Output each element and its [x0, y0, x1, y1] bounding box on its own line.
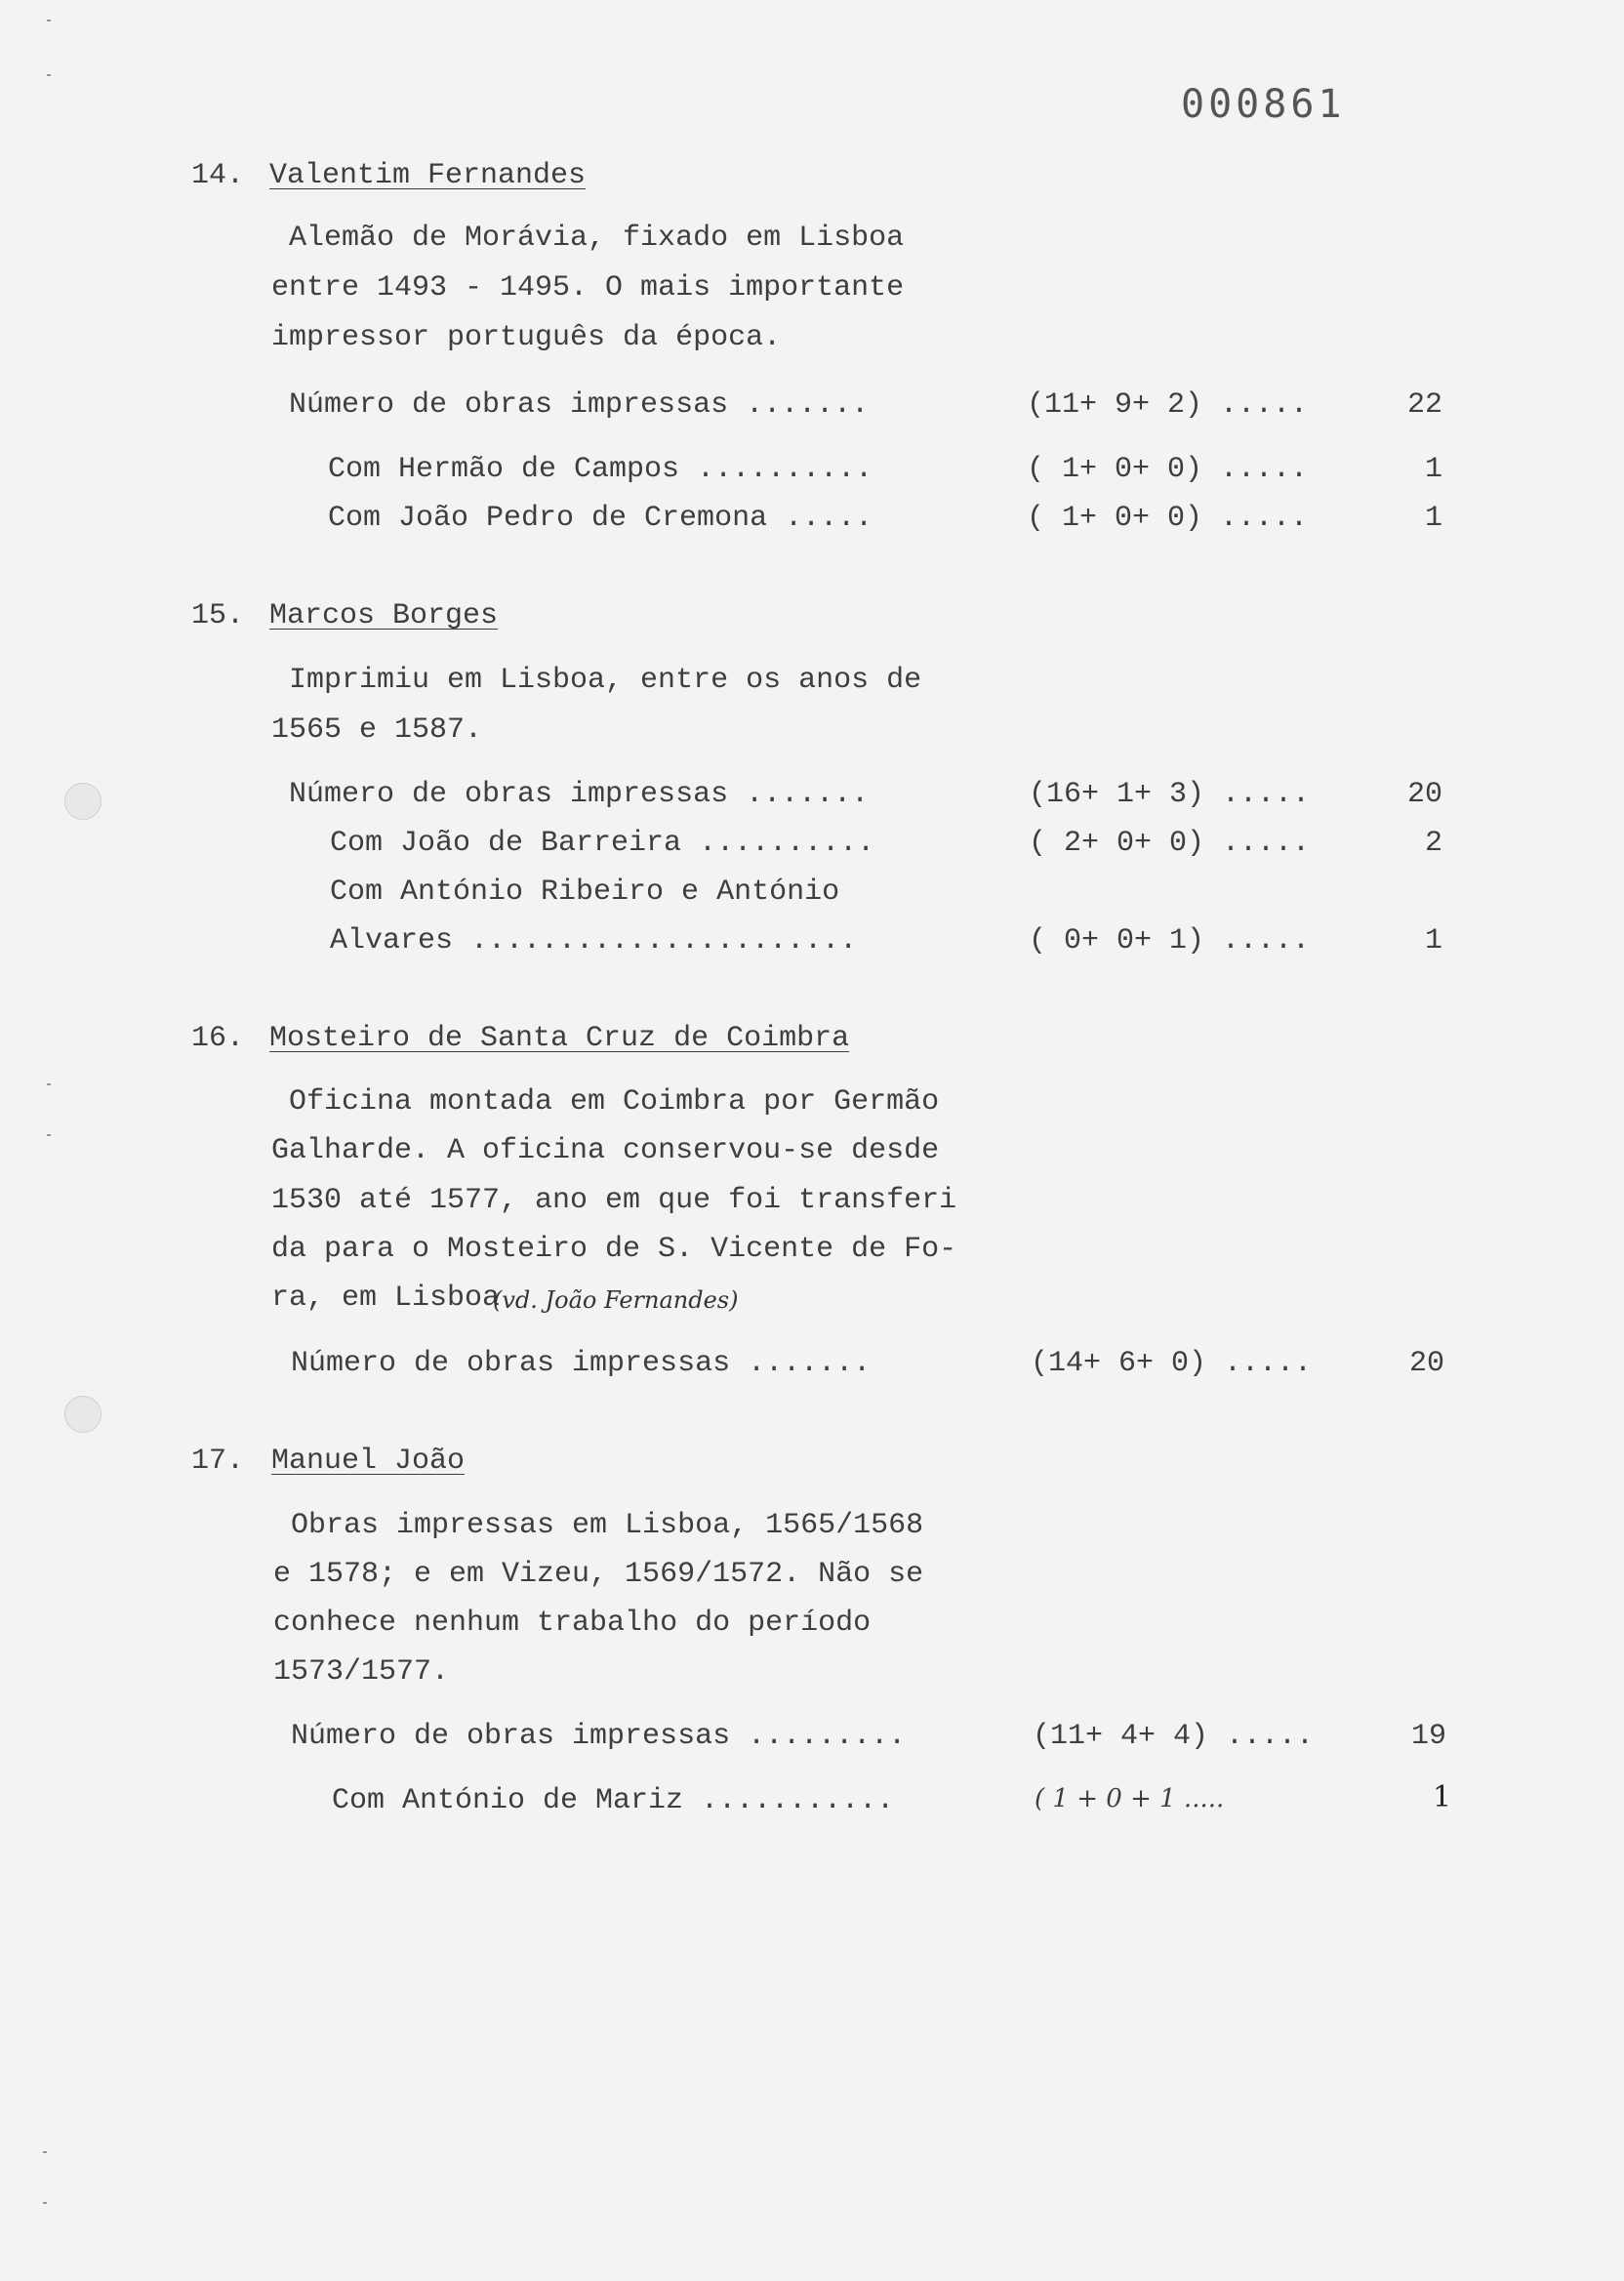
row-label: Número de obras impressas ....... — [289, 778, 870, 811]
row-formula: (11+ 9+ 2) ..... — [1027, 388, 1309, 422]
entry-number: 16. — [191, 1022, 245, 1055]
row-total: 1 — [1425, 924, 1443, 957]
row-total: 1 — [1425, 453, 1443, 486]
margin-mark — [47, 20, 51, 21]
row-formula: ( 1+ 0+ 0) ..... — [1027, 453, 1309, 486]
description-line: ra, em Lisboa — [271, 1282, 501, 1315]
description-line: 1565 e 1587. — [271, 713, 483, 747]
entry-heading: Marcos Borges — [269, 599, 499, 632]
row-total: 1 — [1425, 502, 1443, 535]
description-line: impressor português da época. — [271, 321, 782, 354]
description-line: 1573/1577. — [273, 1655, 450, 1689]
description-line: Alemão de Morávia, fixado em Lisboa — [289, 222, 905, 255]
document-number-stamp: 000861 — [1181, 82, 1346, 127]
row-total: 20 — [1407, 778, 1443, 811]
row-label: Com João de Barreira .......... — [330, 827, 875, 860]
margin-mark — [43, 2202, 47, 2204]
row-label: Alvares ...................... — [330, 924, 858, 957]
row-label: Com António de Mariz ........... — [332, 1784, 895, 1817]
entry-heading: Manuel João — [271, 1445, 466, 1478]
entry-number: 14. — [191, 159, 245, 192]
row-formula: (16+ 1+ 3) ..... — [1029, 778, 1311, 811]
description-line: Oficina montada em Coimbra por Germão — [289, 1085, 940, 1119]
description-line: Galharde. A oficina conservou-se desde — [271, 1134, 940, 1167]
row-label: Número de obras impressas ....... — [289, 388, 870, 422]
row-total: 22 — [1407, 388, 1443, 422]
description-line: Obras impressas em Lisboa, 1565/1568 — [291, 1509, 924, 1542]
row-total: 19 — [1411, 1720, 1447, 1753]
row-total: 2 — [1425, 827, 1443, 860]
row-formula: (11+ 4+ 4) ..... — [1033, 1720, 1315, 1753]
entry-number: 15. — [191, 599, 245, 632]
row-label: Com António Ribeiro e António — [330, 876, 840, 909]
row-formula: ( 1+ 0+ 0) ..... — [1027, 502, 1309, 535]
row-total: 20 — [1409, 1347, 1445, 1380]
description-line: da para o Mosteiro de S. Vicente de Fo- — [271, 1233, 957, 1266]
margin-mark — [47, 74, 51, 76]
description-line: Imprimiu em Lisboa, entre os anos de — [289, 664, 922, 697]
margin-mark — [47, 1083, 51, 1085]
punch-hole-top — [64, 783, 102, 820]
entry-heading: Valentim Fernandes — [269, 159, 587, 192]
description-line: conhece nenhum trabalho do período — [273, 1607, 872, 1640]
punch-hole-bottom — [64, 1396, 102, 1433]
row-formula-handwritten: ( 1 + 0 + 1 ..... — [1035, 1784, 1225, 1813]
description-line: 1530 até 1577, ano em que foi transferi — [271, 1184, 957, 1217]
row-total-handwritten: 1 — [1433, 1780, 1452, 1814]
row-label: Número de obras impressas ......... — [291, 1720, 907, 1753]
row-formula: ( 2+ 0+ 0) ..... — [1029, 827, 1311, 860]
entry-heading: Mosteiro de Santa Cruz de Coimbra — [269, 1022, 850, 1055]
entry-number: 17. — [191, 1445, 245, 1478]
handwritten-note: (vd. João Fernandes) — [493, 1286, 739, 1314]
margin-mark — [47, 1134, 51, 1136]
row-formula: (14+ 6+ 0) ..... — [1031, 1347, 1313, 1380]
row-label: Com João Pedro de Cremona ..... — [328, 502, 873, 535]
row-formula: ( 0+ 0+ 1) ..... — [1029, 924, 1311, 957]
row-label: Número de obras impressas ....... — [291, 1347, 872, 1380]
margin-mark — [43, 2151, 47, 2153]
description-line: e 1578; e em Vizeu, 1569/1572. Não se — [273, 1558, 924, 1591]
description-line: entre 1493 - 1495. O mais importante — [271, 271, 905, 305]
row-label: Com Hermão de Campos .......... — [328, 453, 873, 486]
